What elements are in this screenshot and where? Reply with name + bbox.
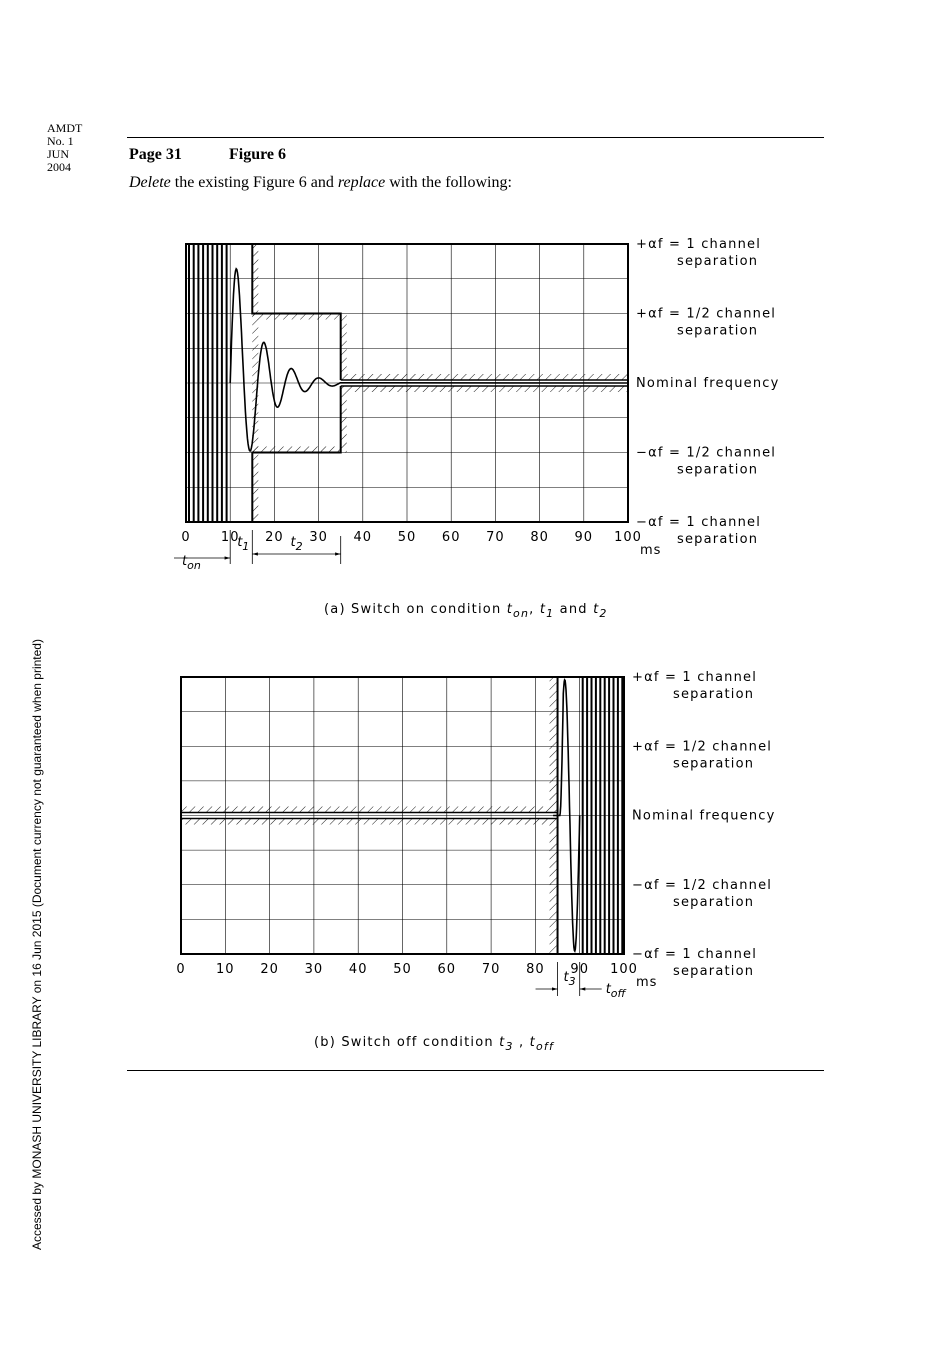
y-level-label: −αf = 1 channel (636, 515, 762, 530)
figure-caption: (b) Switch off condition $t_3$ , $t_{off}$ (314, 1035, 555, 1053)
y-level-label: +αf = 1 channel (632, 670, 758, 685)
x-tick-label: 90 (570, 962, 589, 977)
amendment-line: 2004 (47, 160, 71, 174)
x-tick-label: 20 (265, 530, 284, 545)
x-tick-label: 30 (304, 962, 324, 977)
x-tick-label: 70 (481, 962, 501, 977)
mask-hatch-t3-lower (550, 825, 558, 955)
y-level-label-separation: separation (673, 894, 755, 910)
x-tick-label: 70 (486, 530, 505, 545)
amendment-line: No. 1 (47, 134, 74, 148)
x-unit-label: ms (636, 975, 658, 990)
y-level-label: Nominal frequency (636, 376, 780, 391)
instruction-verb-delete: Delete (129, 174, 171, 191)
chart-switch-on (174, 237, 780, 620)
tolerance-hatch-lower (181, 819, 558, 825)
figure-caption: (a) Switch on condition $t_{on}$, $t_1$ and $t_2$ (324, 602, 608, 620)
x-tick-label: 100 (614, 530, 642, 545)
y-level-label-separation: separation (677, 532, 759, 547)
x-tick-label: 30 (309, 530, 328, 545)
settling-curve (230, 269, 628, 451)
x-tick-label: 40 (348, 962, 368, 977)
timing-label-ton: $t_{on}$ (182, 554, 201, 572)
x-tick-label: 20 (260, 962, 279, 977)
x-tick-label: 50 (393, 962, 412, 977)
x-tick-label: 80 (526, 962, 545, 977)
timing-label-t1: $t_1$ (237, 535, 250, 553)
x-tick-label: 40 (353, 530, 373, 545)
mask-hatch-t3-upper (550, 677, 558, 807)
y-level-label-separation: separation (673, 964, 755, 979)
figure-reference: Figure 6 (229, 146, 287, 163)
timing-label-t3: $t_3$ (563, 970, 576, 988)
tolerance-hatch-lower (341, 386, 628, 392)
chart-switch-off (176, 670, 775, 1053)
x-tick-label: 100 (610, 962, 638, 977)
y-level-label: +αf = 1/2 channel (632, 739, 773, 755)
y-level-label-separation: separation (673, 756, 755, 772)
x-tick-label: 90 (574, 530, 594, 545)
instruction-verb-replace: replace (337, 174, 386, 191)
y-level-label-separation: separation (673, 687, 755, 702)
y-level-label: +αf = 1 channel (636, 237, 762, 252)
y-level-label: −αf = 1/2 channel (632, 877, 773, 893)
y-level-label: Nominal frequency (632, 808, 776, 824)
switch-on-oscillation (189, 244, 227, 522)
mask-line-lower (252, 386, 340, 522)
y-level-label-separation: separation (677, 254, 759, 269)
instruction-end: with the following: (385, 174, 512, 191)
x-tick-label: 0 (176, 962, 186, 977)
x-tick-label: 60 (441, 530, 461, 545)
access-watermark-text: Accessed by MONASH UNIVERSITY LIBRARY on 16 Jun 2015 (Document currency not guaranteed when printed) (30, 639, 44, 1250)
x-tick-label: 10 (216, 962, 235, 977)
x-tick-label: 80 (530, 530, 549, 545)
x-tick-label: 50 (397, 530, 417, 545)
mask-line-upper (252, 244, 340, 380)
tolerance-hatch-upper (181, 807, 558, 813)
amendment-line: AMDT (47, 121, 83, 135)
y-level-label-separation: separation (677, 323, 759, 339)
y-level-label-separation: separation (677, 462, 759, 478)
x-unit-label: ms (640, 543, 662, 558)
timing-label-toff: $t_{off}$ (605, 982, 626, 1000)
timing-label-t2: $t_2$ (290, 535, 303, 553)
amendment-line: JUN (47, 147, 70, 161)
tolerance-hatch-upper (341, 374, 628, 380)
page-reference: Page 31 (129, 146, 182, 163)
x-tick-label: 60 (437, 962, 457, 977)
y-level-label: +αf = 1/2 channel (636, 306, 777, 322)
y-level-label: −αf = 1 channel (632, 947, 758, 962)
x-tick-label: 10 (220, 530, 240, 545)
y-level-label: −αf = 1/2 channel (636, 445, 777, 461)
instruction-mid: the existing Figure 6 and (170, 174, 338, 191)
x-tick-label: 0 (181, 530, 191, 545)
